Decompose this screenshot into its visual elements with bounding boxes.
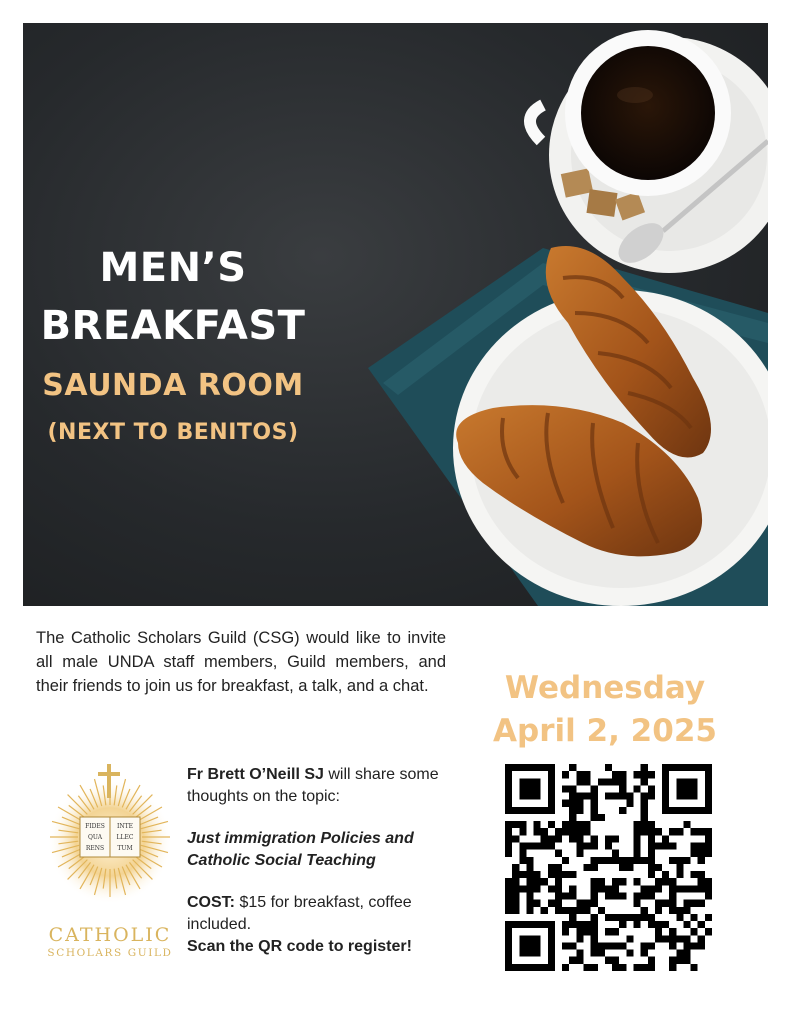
- book-text-1: FIDES: [85, 823, 105, 830]
- logo-name-line-1: CATHOLIC: [48, 924, 172, 946]
- registration-qr-code[interactable]: [505, 764, 712, 971]
- talk-details: [187, 764, 467, 958]
- topic-line-1: Just immigration Policies and: [187, 830, 414, 847]
- cost-text: $15 for breakfast, coffee included.: [187, 894, 412, 933]
- talk-topic: [187, 828, 467, 872]
- speaker-name: Fr Brett O’Neill SJ: [187, 766, 324, 783]
- event-date: April 2, 2025: [493, 713, 717, 749]
- speaker-line: [187, 764, 467, 808]
- register-instruction: Scan the QR code to register!: [187, 938, 412, 955]
- speaker-suffix: will share some thoughts on the topic:: [187, 766, 439, 805]
- topic-line-2: Catholic Social Teaching: [187, 852, 376, 869]
- book-text-5: RENS: [85, 845, 105, 852]
- event-weekday: Wednesday: [504, 670, 706, 706]
- title-line-2: BREAKFAST: [40, 303, 306, 349]
- hero-banner: [23, 23, 768, 606]
- logo-name-line-2: SCHOLARS GUILD: [47, 947, 173, 959]
- book-text-4: LLEC: [116, 834, 134, 841]
- title-line-1: MEN’S: [99, 245, 247, 291]
- venue-name: SAUNDA ROOM: [42, 368, 304, 403]
- venue-note: (NEXT TO BENITOS): [47, 420, 299, 445]
- book-text-2: INTE: [116, 823, 134, 830]
- book-text-3: QUA: [87, 834, 103, 841]
- cost-line: [187, 892, 467, 936]
- book-text-6: TUM: [117, 845, 133, 852]
- intro-paragraph: The Catholic Scholars Guild (CSG) would like to invite all male UNDA staff members, Guild members, and their friends to join us for breakfast, a talk, and a chat.: [36, 629, 446, 695]
- cost-label: COST:: [187, 894, 235, 911]
